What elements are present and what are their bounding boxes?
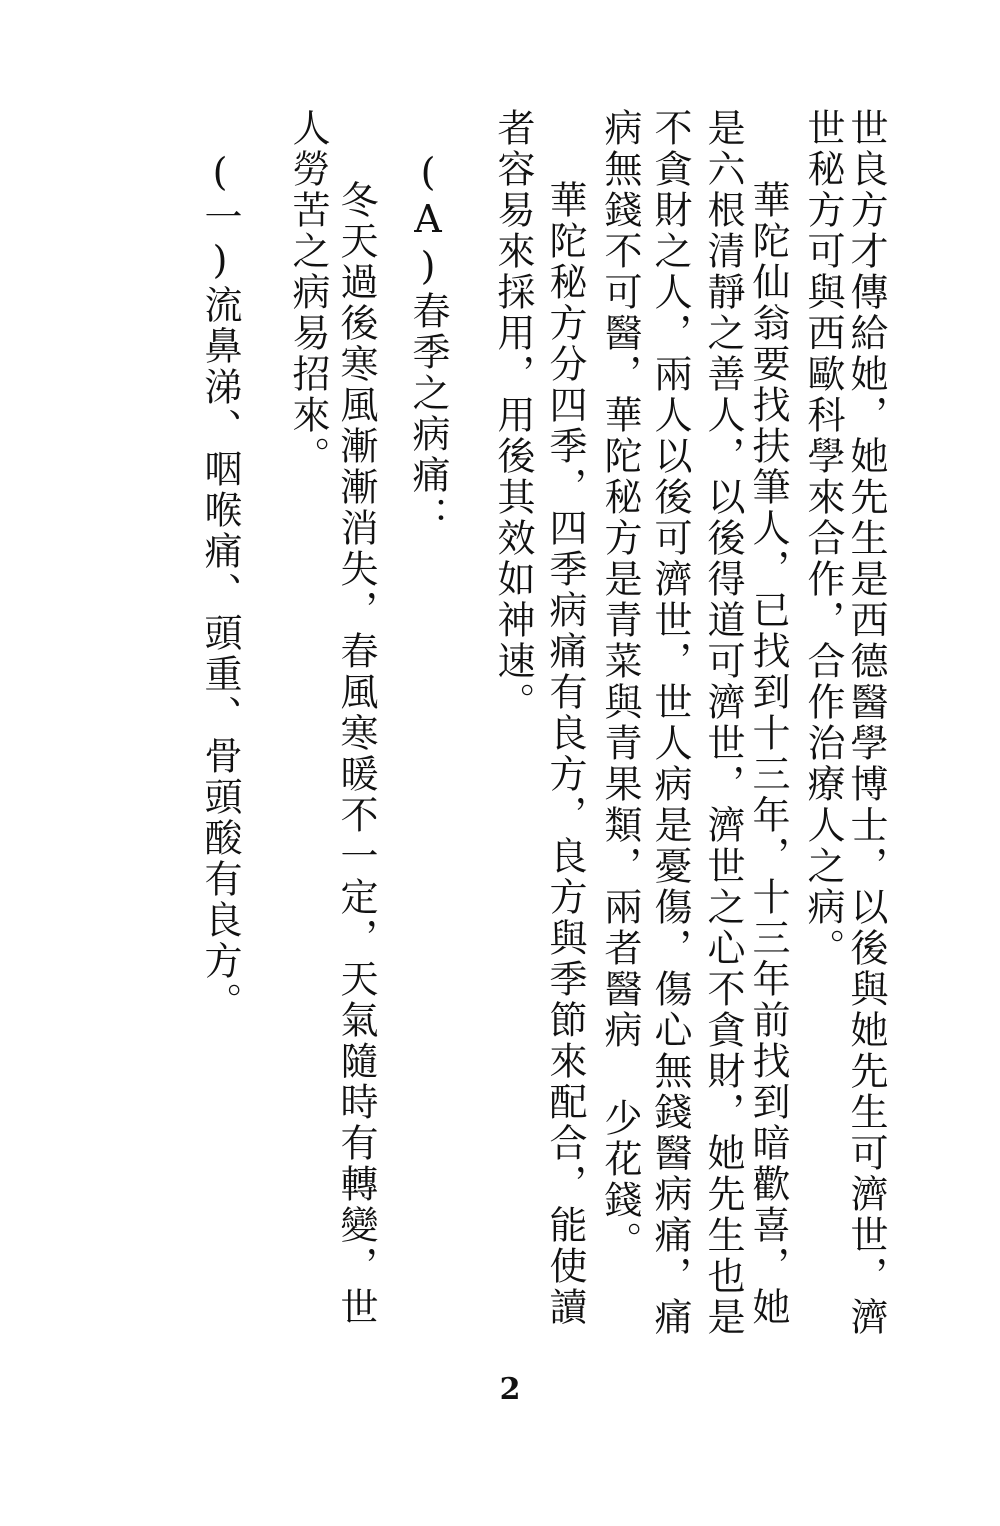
list-item-1: (一)流鼻涕、咽喉痛、頭重、骨頭酸有良方。 [198,150,242,1023]
text-column-3: 華陀仙翁要找扶筆人，已找到十三年，十三年前找到暗歡喜，她 [746,180,790,1328]
text-column-4: 是六根清靜之善人，以後得道可濟世，濟世之心不貪財，她先生也是 [701,108,745,1338]
page-number: 2 [499,1372,521,1407]
text-column-5: 不貪財之人，兩人以後可濟世，世人病是憂傷，傷心無錢醫病痛，痛 [648,108,692,1338]
text-column-7: 華陀秘方分四季，四季病痛有良方，良方與季節來配合，能使讀 [543,180,587,1328]
section-heading: (A)春季之病痛： [406,150,450,537]
text-column-10: 冬天過後寒風漸漸消失，春風寒暖不一定，天氣隨時有轉變，世 [334,180,378,1328]
text-column-2: 世秘方可與西歐科學來合作，合作治療人之病。 [801,108,845,969]
text-column-1: 世良方才傳給她，她先生是西德醫學博士，以後與她先生可濟世，濟 [844,108,888,1338]
text-column-6: 病無錢不可醫，華陀秘方是青菜與青果類，兩者醫病 少花錢。 [598,108,642,1262]
text-column-8: 者容易來採用，用後其效如神速。 [491,108,535,723]
text-column-11: 人勞苦之病易招來。 [286,108,330,477]
